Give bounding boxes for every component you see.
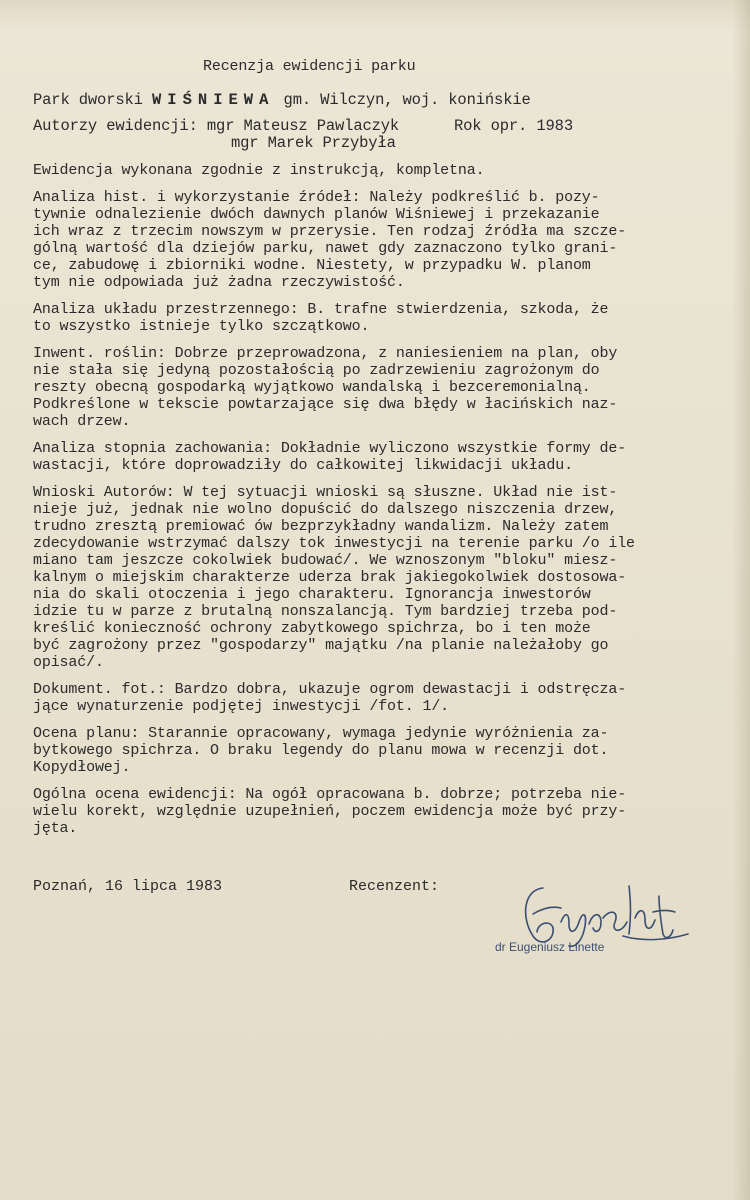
text-line: opisać/. — [33, 654, 104, 671]
text-line: ce, zabudowę i zbiorniki wodne. Niestety, w przypadku W. planom — [33, 257, 591, 274]
author-1: mgr Mateusz Pawlaczyk — [206, 117, 400, 135]
text-line: Kopydłowej. — [33, 759, 131, 776]
text-line: Ogólna ocena ewidencji: Na ogół opracowana b. dobrze; potrzeba nie- — [33, 786, 627, 803]
authors-label: Autorzy ewidencji: — [33, 117, 207, 135]
park-line — [33, 92, 723, 109]
text-line: Analiza hist. i wykorzystanie źródeł: Należy podkreślić b. pozy- — [33, 189, 600, 206]
place-date: Poznań, 16 lipca 1983 — [33, 878, 223, 895]
text-line: wielu korekt, względnie uzupełnień, poczem ewidencja może być przy- — [33, 803, 627, 820]
text-line: Dokument. fot.: Bardzo dobra, ukazuje ogrom dewastacji i odstręcza- — [33, 681, 627, 698]
document-body — [33, 58, 723, 837]
text-line: Ewidencja wykonana zgodnie z instrukcją, kompletna. — [33, 162, 485, 179]
review-section — [33, 162, 723, 179]
author-2: mgr Marek Przybyła — [231, 134, 396, 152]
text-line: tywnie odnalezienie dwóch dawnych planów Wiśniewej i przekazanie — [33, 206, 600, 223]
review-section — [33, 189, 723, 291]
review-section — [33, 440, 723, 474]
review-section — [33, 484, 723, 671]
text-line: gólną wartość dla dziejów parku, nawet gdy zaznaczono tylko grani- — [33, 240, 618, 257]
text-line: kreślić konieczność ochrony zabytkowego spichrza, bo i ten może — [33, 620, 591, 637]
text-line: ich wraz z trzecim nowszym w przerysie. Ten rodzaj źródła ma szcze- — [33, 223, 627, 240]
review-section — [33, 681, 723, 715]
review-sections — [33, 162, 723, 837]
year-of-elaboration: Rok opr. 1983 — [454, 117, 573, 135]
text-line: tym nie odpowiada już żadna rzeczywistość. — [33, 274, 405, 291]
text-line: reszty obecną gospodarką wyjątkowo wandalską i bezceremonialną. — [33, 379, 591, 396]
text-line: Analiza stopnia zachowania: Dokładnie wyliczono wszystkie formy de- — [33, 440, 627, 457]
text-line: bytkowego spichrza. O braku legendy do planu mowa w recenzji dot. — [33, 742, 609, 759]
review-section — [33, 345, 723, 430]
text-line: być zagrożony przez "gospodarzy" majątku /na planie należałoby go — [33, 637, 609, 654]
text-line: wach drzew. — [33, 413, 131, 430]
park-suffix: gm. Wilczyn, woj. konińskie — [274, 91, 531, 109]
text-line: trudno zresztą premiować ów bezprzykładny wandalizm. Należy zatem — [33, 518, 609, 535]
review-section — [33, 786, 723, 837]
text-line: nia do skali otoczenia i jego charakteru. Ignorancja inwestorów — [33, 586, 591, 603]
review-section — [33, 725, 723, 776]
park-name: WIŚNIEWA — [151, 91, 275, 109]
text-line: miano tam jeszcze cokolwiek budować/. We wznoszonym "bloku" miesz- — [33, 552, 618, 569]
text-line: Podkreślone w tekscie powtarzające się dwa błędy w łacińskich naz- — [33, 396, 618, 413]
author-2-line — [33, 135, 723, 152]
authors-line — [33, 118, 723, 135]
text-line: zdecydowanie wstrzymać dalszy tok inwestycji na terenie parku /o ile — [33, 535, 635, 552]
reviewer-name: dr Eugeniusz Linette — [495, 940, 605, 954]
text-line: idzie tu w parze z brutalną nonszalancją. Tym bardziej trzeba pod- — [33, 603, 618, 620]
park-prefix: Park dworski — [33, 91, 152, 109]
text-line: Ocena planu: Starannie opracowany, wymaga jedynie wyróżnienia za- — [33, 725, 609, 742]
text-line: Wnioski Autorów: W tej sytuacji wnioski są słuszne. Układ nie ist- — [33, 484, 618, 501]
text-line: Inwent. roślin: Dobrze przeprowadzona, z naniesieniem na plan, oby — [33, 345, 618, 362]
review-section — [33, 301, 723, 335]
document-title: Recenzja ewidencji parku — [203, 58, 416, 75]
text-line: to wszystko istnieje tylko szczątkowo. — [33, 318, 370, 335]
text-line: Analiza układu przestrzennego: B. trafne stwierdzenia, szkoda, że — [33, 301, 609, 318]
text-line: nie stała się jedyną pozostałością po zadrzewieniu zagrożonym do — [33, 362, 600, 379]
text-line: wastacji, które doprowadziły do całkowitej likwidacji układu. — [33, 457, 573, 474]
text-line: kalnym o miejskim charakterze uderza brak jakiegokolwiek dostosowa- — [33, 569, 627, 586]
text-line: jęta. — [33, 820, 78, 837]
text-line: nieje już, jednak nie wolno dopuścić do dalszego niszczenia drzew, — [33, 501, 618, 518]
reviewer-label: Recenzent: — [349, 878, 440, 895]
text-line: jące wynaturzenie podjętej inwestycji /fot. 1/. — [33, 698, 450, 715]
